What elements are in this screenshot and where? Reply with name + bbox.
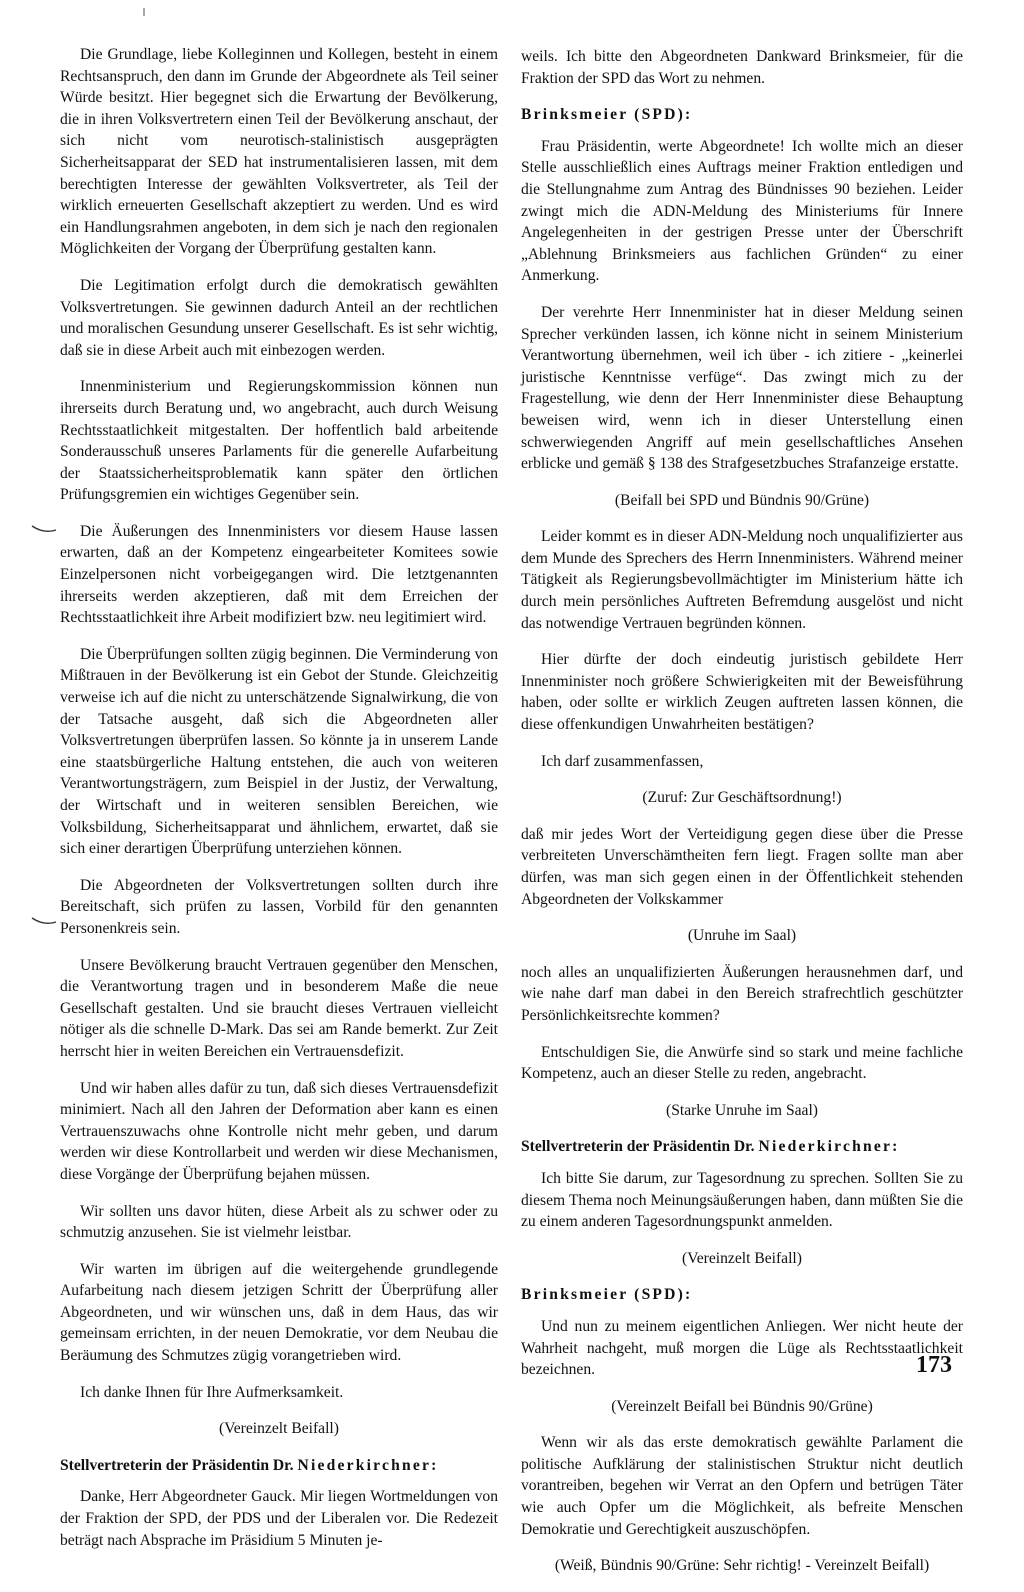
speaker-title: Stellvertreterin der Präsidentin Dr. bbox=[521, 1138, 759, 1156]
paragraph: Und nun zu meinem eigentlichen Anliegen. Wer nicht heute der Wahrheit nachgeht, muß morgen die Lüge als Rechtsstaatlichkeit bezeichnen. bbox=[521, 1317, 963, 1379]
speaker-name: Niederkirchner: bbox=[758, 1138, 900, 1156]
paragraph: noch alles an unqualifizierten Äußerungen herausnehmen darf, und wie nahe darf man dabei in den Bereich strafrechtlich geschützter Persönlichkeitsrechte kommen? bbox=[521, 963, 963, 1024]
interjection: (Vereinzelt Beifall bei Bündnis 90/Grüne) bbox=[611, 1397, 873, 1415]
page-number: 173 bbox=[916, 1352, 952, 1378]
scan-tick-mark bbox=[142, 8, 146, 16]
interjection: (Vereinzelt Beifall) bbox=[219, 1420, 339, 1438]
paragraph: Unsere Bevölkerung braucht Vertrauen gegenüber den Menschen, die Verantwortung tragen und in besonderem Maße die neue Gesellschaft gestalten. Und sie braucht dieses Vertrauen vielleicht nötiger als die schnelle D-Mark. Das sei am Rande bemerkt. Zur Zeit herrscht hier in weiten Bereichen ein Vertrauensdefizit. bbox=[60, 956, 498, 1060]
paragraph: Wenn wir als das erste demokratisch gewählte Parlament die politische Aufklärung der stalinistischen Struktur nicht deutlich vorantreiben, begehen wir Verrat an den Opfern und betrügen Täter wie auch Opfer um die Möglichkeit, als befreite Menschen Demokratie und Gerechtigkeit auszuschöpfen. bbox=[521, 1434, 963, 1538]
speaker-title: Stellvertreterin der Präsidentin Dr. bbox=[60, 1456, 298, 1474]
paragraph: Die Legitimation erfolgt durch die demokratisch gewählten Volksvertretungen. Sie gewinnen dadurch Anteil an der rechtlichen und moralischen Gesundung unserer Gesellschaft. Es ist sehr wichtig, daß sie in diese Arbeit auch mit einbezogen werden. bbox=[60, 276, 498, 359]
speaker-heading bbox=[521, 1284, 963, 1306]
interjection: (Beifall bei SPD und Bündnis 90/Grüne) bbox=[614, 491, 870, 509]
speaker-name: Brinksmeier (SPD): bbox=[521, 106, 693, 124]
margin-mark-top bbox=[30, 524, 58, 534]
margin-mark-bottom bbox=[30, 916, 58, 926]
interjection: (Zuruf: Zur Geschäftsordnung!) bbox=[642, 789, 842, 807]
interjection: (Unruhe im Saal) bbox=[687, 927, 797, 945]
interjection: (Vereinzelt Beifall) bbox=[682, 1249, 802, 1267]
speaker-heading bbox=[521, 1136, 963, 1158]
paragraph: Die Äußerungen des Innenministers vor diesem Hause lassen erwarten, daß an der Kompetenz eingearbeiteter Komitees sowie Einzelpersonen nicht vorbeigegangen wird. Die letztgenannten ihrerseits werden akzeptieren, daß mit dem Erreichen der Rechtsstaatlichkeit ihre Arbeit modifiziert bzw. neu legitimiert wird. bbox=[60, 522, 498, 627]
interjection: (Starke Unruhe im Saal) bbox=[666, 1101, 818, 1119]
paragraph: Leider kommt es in dieser ADN-Meldung noch unqualifizierter aus dem Munde des Sprechers des Herrn Innenministers. Während meiner Tätigkeit als Regierungsbevollmächtigter im Ministerium hätte ich durch mein persönliches Auftreten Befremdung ausgelöst und nicht das notwendige Vertrauen begründen können. bbox=[521, 528, 963, 632]
paragraph: Der verehrte Herr Innenminister hat in dieser Meldung seinen Sprecher verkünden lassen, ich könne nicht in seinem Ministerium Verantwortung übernehmen, weil ich über - ich zitiere - „keinerlei juristische Kenntnisse verfüge“. Das zwingt mich zu der Fragestellung, wie denn der Herr Innenminister diese Behauptung beweisen wird, wenn ich in dieser Unterstellung einen schwerwiegenden Angriff auf mein gesellschaftliches Ansehen erblicke und gemäß § 138 des Strafgesetzbuches Strafanzeige erstatte. bbox=[521, 303, 963, 473]
paragraph: Hier dürfte der doch eindeutig juristisch gebildete Herr Innenminister noch größere Schwierigkeiten mit der Beweisführung haben, oder sollte er wirklich Zeugen auftreten lassen können, die diese offenkundigen Unwahrheiten bestätigen? bbox=[521, 651, 963, 734]
interjection: (Weiß, Bündnis 90/Grüne: Sehr richtig! - Vereinzelt Beifall) bbox=[554, 1557, 930, 1575]
speaker-heading bbox=[521, 104, 963, 126]
paragraph: Ich danke Ihnen für Ihre Aufmerksamkeit. bbox=[80, 1383, 344, 1401]
paragraph: Die Überprüfungen sollten zügig beginnen. Die Verminderung von Mißtrauen in der Bevölkerung ist ein Gebot der Stunde. Gleichzeitig verweise ich auf die nicht zu unterschätzende Signalwirkung, die von der Tatsache ausgeht, daß sich die Abgeordneten aller Volksvertretungen überprüfen lassen. So könnte ja in unserem Lande eine staatsbürgerliche Haltung entstehen, die auch von weiteren Verantwortungsträgern, zum Beispiel in der Justiz, der Verwaltung, der Wirtschaft und in weiteren sensiblen Bereichen, wie Volksbildung, Sicherheitsapparat und ähnlichem, erwartet, daß sie sich einer derartigen Überprüfung unterziehen können. bbox=[60, 645, 498, 858]
paragraph: Und wir haben alles dafür zu tun, daß sich dieses Vertrauensdefizit minimiert. Nach all den Jahren der Deformation aber kann es einen Vertrauenszuwachs ohne Kontrolle nicht mehr geben, und darum werden wir diese Kontrollarbeit und werden wir diese Mechanismen, diese Vorgänge der Überprüfung bejahen müssen. bbox=[60, 1079, 498, 1183]
paragraph: Wir warten im übrigen auf die weitergehende grundlegende Aufarbeitung nach diesem jetzigen Schritt der Überprüfung aller Abgeordneten, und wir wünschen uns, daß in dem Haus, das wir gemeinsam errichten, in der neuen Demokratie, vor dem Neubau die Beräumung des Schmutzes zügig vorangetrieben wird. bbox=[60, 1260, 498, 1365]
speaker-heading bbox=[60, 1455, 498, 1477]
paragraph: Die Grundlage, liebe Kolleginnen und Kollegen, besteht in einem Rechtsanspruch, den dann im Grunde der Abgeordnete als Teil seiner Würde besitzt. Hier begegnet sich die Erwartung der Bevölkerung, die in ihren Volksvertretern einen Teil der Bevölkerung anschaut, der sich nicht vom neurotisch-stalinistisch ausgeprägten Sicherheitsapparat der SED hat instrumentalisieren lassen, mit dem berechtigten Interesse der gewählten Volksvertreter, als Teil der wirklich erneuerten Gesellschaft akzeptiert zu werden. Und es wird ein Handlungsrahmen angeboten, in dem sich je nach den regionalen Möglichkeiten der Vorgang der Überprüfung gestalten kann. bbox=[60, 46, 498, 258]
paragraph: Ich darf zusammenfassen, bbox=[541, 752, 704, 770]
paragraph: Entschuldigen Sie, die Anwürfe sind so stark und meine fachliche Kompetenz, auch an dieser Stelle zu reden, angebracht. bbox=[521, 1043, 963, 1083]
speaker-name: Niederkirchner: bbox=[297, 1456, 439, 1474]
paragraph: Die Abgeordneten der Volksvertretungen sollten durch ihre Bereitschaft, sich prüfen zu lassen, Vorbild für den genannten Personenkreis sein. bbox=[60, 876, 498, 937]
paragraph: Frau Präsidentin, werte Abgeordnete! Ich wollte mich an dieser Stelle ausschließlich eines Auftrags meiner Fraktion entledigen und die Stellungnahme zum Antrag des Bündnisses 90 beziehen. Leider zwingt mich die ADN-Meldung des Ministeriums für Innere Angelegenheiten in der gestrigen Presse unter der Überschrift „Ablehnung Brinksmeiers aus fachlichen Gründen“ zu einer Anmerkung. bbox=[521, 137, 963, 285]
paragraph: Danke, Herr Abgeordneter Gauck. Mir liegen Wortmeldungen von der Fraktion der SPD, der PDS und der Liberalen vor. Die Redezeit beträgt nach Absprache im Präsidium 5 Minuten je- bbox=[60, 1488, 498, 1549]
paragraph: weils. Ich bitte den Abgeordneten Dankward Brinksmeier, für die Fraktion der SPD das Wort zu nehmen. bbox=[521, 48, 963, 87]
paragraph: Innenministerium und Regierungskommission können nun ihrerseits durch Beratung und, wo angebracht, auch durch Weisung Rechtsstaatlichkeit mitgestalten. Der hoffentlich bald arbeitende Sonderausschuß unseres Parlaments für die generelle Aufarbeitung der Staatssicherheitsproblematik kann später den örtlichen Prüfungsgremien ein wichtiges Gegenüber sein. bbox=[60, 378, 498, 504]
paragraph: Wir sollten uns davor hüten, diese Arbeit als zu schwer oder zu schmutzig anzusehen. Sie ist vielmehr leistbar. bbox=[60, 1202, 498, 1242]
left-column bbox=[60, 44, 498, 1566]
right-column bbox=[521, 46, 963, 1592]
speaker-name: Brinksmeier (SPD): bbox=[521, 1286, 693, 1304]
paragraph: daß mir jedes Wort der Verteidigung gegen diese über die Presse verbreiteten Unverschämtheiten fern liegt. Fragen sollte man aber dürfen, was man sich gegen einen in der Öffentlichkeit stehenden Abgeordneten der Volkskammer bbox=[521, 825, 963, 908]
paragraph: Ich bitte Sie darum, zur Tagesordnung zu sprechen. Sollten Sie zu diesem Thema noch Meinungsäußerungen haben, dann müßten Sie die zu einem anderen Tagesordnungspunkt anmelden. bbox=[521, 1169, 963, 1231]
